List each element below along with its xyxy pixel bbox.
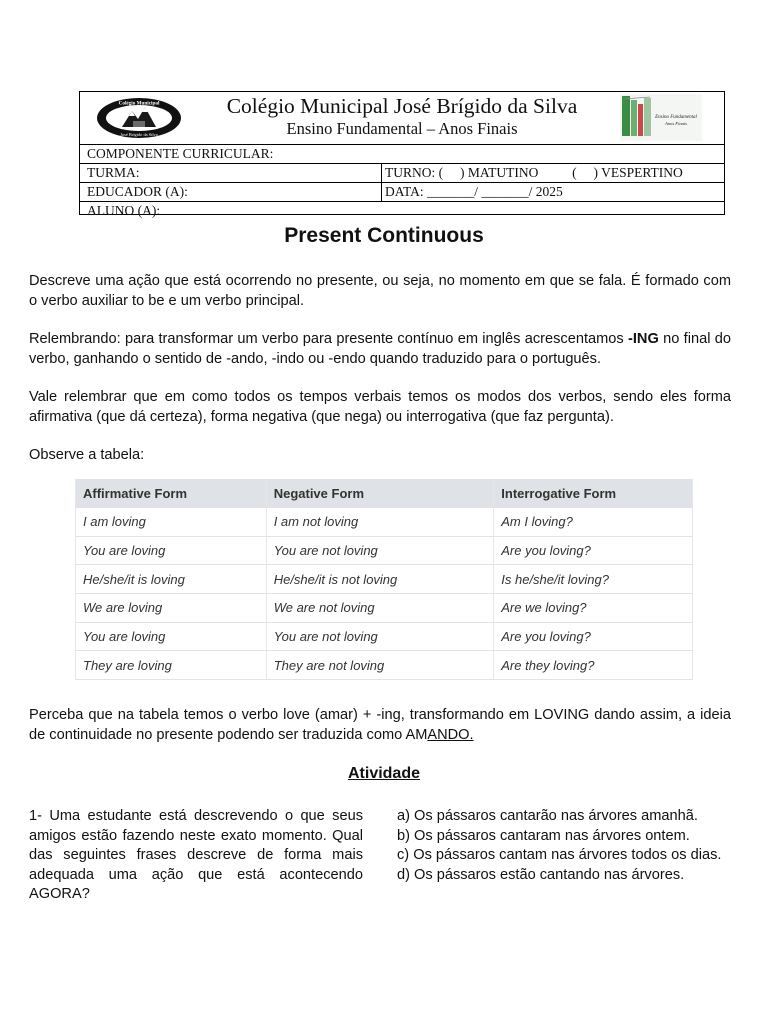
paragraph-loving (29, 706, 731, 745)
section-title-atividade: Atividade (347, 765, 420, 782)
table-cell: You are not loving (266, 536, 494, 565)
option-d: d) Os pássaros estão cantando nas árvores. (397, 866, 685, 883)
paragraph-ing (29, 330, 731, 369)
table-cell: You are loving (76, 536, 267, 565)
table-cell: Is he/she/it loving? (494, 565, 693, 594)
column-header: Interrogative Form (494, 479, 693, 508)
table-cell: You are not loving (266, 622, 494, 651)
table-cell: I am loving (76, 508, 267, 536)
svg-text:Anos Finais: Anos Finais (664, 121, 688, 126)
aluno-label: ALUNO (A): (87, 203, 161, 218)
data-label: DATA: _______/ _______/ 2025 (385, 184, 563, 199)
fundamental-logo (620, 94, 702, 141)
page-title: Present Continuous (284, 224, 484, 247)
table-row (76, 536, 693, 565)
table-row (76, 508, 693, 536)
svg-text:Colégio Municipal: Colégio Municipal (118, 100, 160, 107)
paragraph-definition: Descreve uma ação que está ocorrendo no presente, ou seja, no momento em que se fala. É formado com o verbo auxiliar to be e um verbo principal. (29, 273, 731, 309)
table-cell: Are we loving? (494, 594, 693, 623)
table-cell: They are not loving (266, 651, 494, 680)
ing-highlight: -ING (628, 331, 659, 347)
divider (381, 183, 382, 201)
school-subtitle: Ensino Fundamental – Anos Finais (286, 119, 518, 138)
header-row-educador (80, 183, 724, 202)
column-header: Affirmative Form (76, 479, 267, 508)
question-1: 1- Uma estudante está descrevendo o que seus amigos estão fazendo neste exato momento. Qual das seguintes frases descreve de forma mais adequada uma ação que está acontecendo AGORA? (29, 808, 363, 902)
header-row-componente (80, 145, 724, 164)
table-cell: We are not loving (266, 594, 494, 623)
table-cell: Are they loving? (494, 651, 693, 680)
column-header: Negative Form (266, 479, 494, 508)
option-b: b) Os pássaros cantaram nas árvores ontem. (397, 827, 690, 844)
table-row (76, 594, 693, 623)
table-cell: He/she/it is loving (76, 565, 267, 594)
table-row (76, 622, 693, 651)
school-name: Colégio Municipal José Brígido da Silva (226, 94, 578, 118)
table-cell: Am I loving? (494, 508, 693, 536)
svg-text:Ensino Fundamental: Ensino Fundamental (655, 115, 697, 120)
componente-label: COMPONENTE CURRICULAR: (87, 146, 274, 161)
table-row (76, 565, 693, 594)
conjugation-table (75, 479, 693, 680)
school-header (79, 91, 725, 218)
paragraph-loving-text: Perceba que na tabela temos o verbo love (amar) + -ing, transformando em LOVING dando assim, a ideia de continuidade no presente podendo ser traduzida como AM (29, 707, 731, 743)
svg-text:José Brígido da Silva: José Brígido da Silva (120, 132, 158, 137)
divider (381, 164, 382, 182)
table-cell: You are loving (76, 622, 267, 651)
header-row-aluno (80, 202, 724, 220)
paragraph-modes: Vale relembrar que em como todos os tempos verbais temos os modos dos verbos, sendo eles forma afirmativa (que dá certeza), forma negativa (que nega) ou interrogativa (que faz pergunta). (29, 389, 731, 425)
table-cell: Are you loving? (494, 622, 693, 651)
header-top (80, 92, 724, 145)
amando-underline: ANDO. (427, 726, 474, 743)
paragraph-ing-text-b: no final do verbo, ganhando o sentido de -ando, -indo ou -endo quando traduzido para o português. (29, 331, 731, 367)
answer-options (397, 807, 730, 885)
option-a: a) Os pássaros cantarão nas árvores amanhã. (397, 808, 698, 824)
table-row (76, 651, 693, 680)
option-c: c) Os pássaros cantam nas árvores todos os dias. (397, 847, 722, 863)
table-cell: He/she/it is not loving (266, 565, 494, 594)
table-cell: I am not loving (266, 508, 494, 536)
table-header-row (76, 479, 693, 508)
paragraph-observe: Observe a tabela: (29, 447, 145, 463)
educador-label: EDUCADOR (A): (87, 184, 188, 199)
turma-label: TURMA: (87, 165, 140, 180)
turno-label: TURNO: ( ) MATUTINO ( ) VESPERTINO (385, 165, 683, 180)
table-cell: We are loving (76, 594, 267, 623)
table-cell: Are you loving? (494, 536, 693, 565)
header-row-turma (80, 164, 724, 183)
paragraph-ing-text-a: Relembrando: para transformar um verbo para presente contínuo em inglês acrescentamos (29, 331, 629, 347)
table-cell: They are loving (76, 651, 267, 680)
